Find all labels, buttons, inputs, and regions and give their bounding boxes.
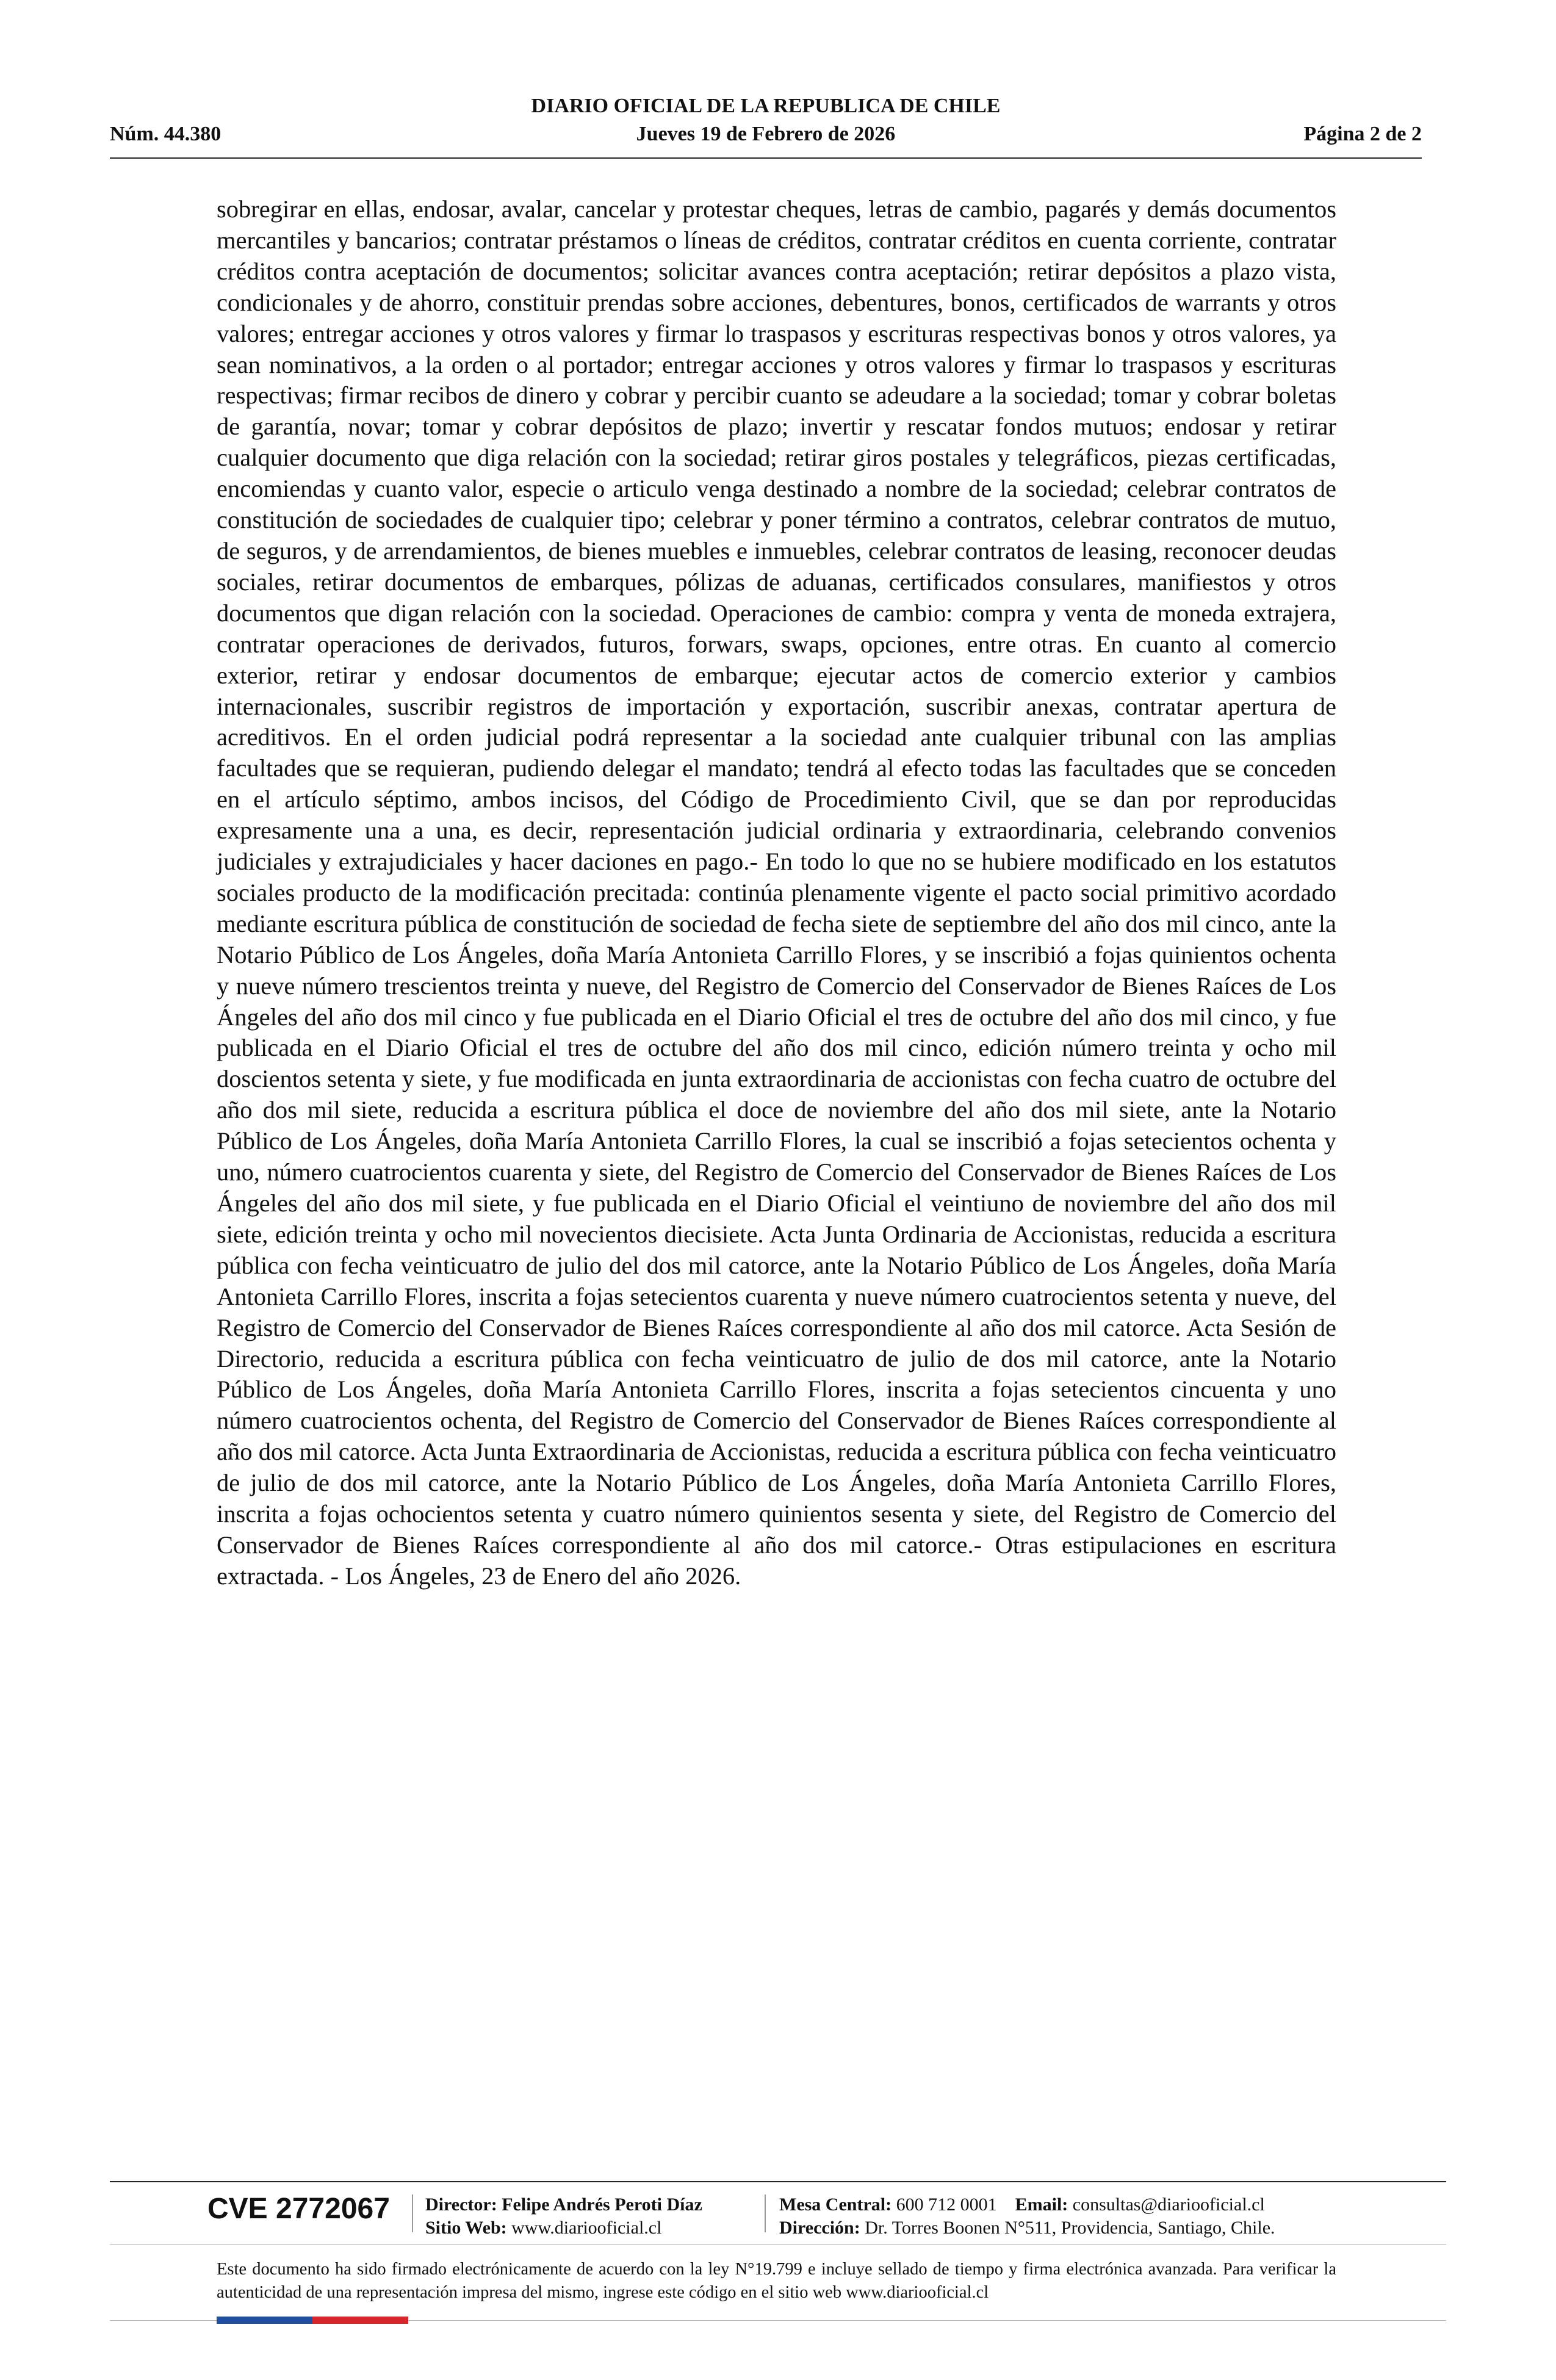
director-info <box>425 2193 702 2216</box>
address-value: Dr. Torres Boonen N°511, Providencia, Santiago, Chile. <box>865 2218 1275 2238</box>
footer-divider-top <box>110 2181 1446 2182</box>
document-body: sobregirar en ellas, endosar, avalar, cancelar y protestar cheques, letras de cambio, pagarés y demás documentos mercantiles y bancarios; contratar préstamos o líneas de créditos, contratar créditos en cuenta corriente, contratar créditos contra aceptación de documentos; solicitar avances contra aceptación; retirar depósitos a plazo vista, condicionales y de ahorro, constituir prendas sobre acciones, debentures, bonos, certificados de warrants y otros valores; entregar acciones y otros valores y firmar lo traspasos y escrituras respectivas bonos y otros valores, ya sean nominativos, a la orden o al portador; entregar acciones y otros valores y firmar lo traspasos y escrituras respectivas; firmar recibos de dinero y cobrar y percibir cuanto se adeudare a la sociedad; tomar y cobrar boletas de garantía, novar; tomar y cobrar depósitos de plazo; invertir y rescatar fondos mutuos; endosar y retirar cualquier documento que diga relación con la sociedad; retirar giros postales y telegráficos, piezas certificadas, encomiendas y cuanto valor, especie o articulo venga destinado a nombre de la sociedad; celebrar contratos de constitución de sociedades de cualquier tipo; celebrar y poner término a contratos, celebrar contratos de mutuo, de seguros, y de arrendamientos, de bienes muebles e inmuebles, celebrar contratos de leasing, reconocer deudas sociales, retirar documentos de embarques, pólizas de aduanas, certificados consulares, manifiestos y otros documentos que digan relación con la sociedad. Operaciones de cambio: compra y venta de moneda extrajera, contratar operaciones de derivados, futuros, forwars, swaps, opciones, entre otras. En cuanto al comercio exterior, retirar y endosar documentos de embarque; ejecutar actos de comercio exterior y cambios internacionales, suscribir registros de importación y exportación, suscribir anexas, contratar apertura de acreditivos. En el orden judicial podrá representar a la sociedad ante cualquier tribunal con las amplias facultades que se requieran, pudiendo delegar el mandato; tendrá al efecto todas las facultades que se conceden en el artículo séptimo, ambos incisos, del Código de Procedimiento Civil, que se dan por reproducidas expresamente una a una, es decir, representación judicial ordinaria y extraordinaria, celebrando convenios judiciales y extrajudiciales y hacer daciones en pago.- En todo lo que no se hubiere modificado en los estatutos sociales producto de la modificación precitada: continúa plenamente vigente el pacto social primitivo acordado mediante escritura pública de constitución de sociedad de fecha siete de septiembre del año dos mil cinco, ante la Notario Público de Los Ángeles, doña María Antonieta Carrillo Flores, y se inscribió a fojas quinientos ochenta y nueve número trescientos treinta y nueve, del Registro de Comercio del Conservador de Bienes Raíces de Los Ángeles del año dos mil cinco y fue publicada en el Diario Oficial el tres de octubre del año dos mil cinco, y fue publicada en el Diario Oficial el tres de octubre del año dos mil cinco, edición número treinta y ocho mil doscientos setenta y siete, y fue modificada en junta extraordinaria de accionistas con fecha cuatro de octubre del año dos mil siete, reducida a escritura pública el doce de noviembre del año dos mil siete, ante la Notario Público de Los Ángeles, doña María Antonieta Carrillo Flores, la cual se inscribió a fojas setecientos ochenta y uno, número cuatrocientos cuarenta y siete, del Registro de Comercio del Conservador de Bienes Raíces de Los Ángeles del año dos mil siete, y fue publicada en el Diario Oficial el veintiuno de noviembre del año dos mil siete, edición treinta y ocho mil novecientos diecisiete. Acta Junta Ordinaria de Accionistas, reducida a escritura pública con fecha veinticuatro de julio del dos mil catorce, ante la Notario Público de Los Ángeles, doña María Antonieta Carrillo Flores, inscrita a fojas setecientos cuarenta y nueve número cuatrocientos setenta y nueve, del Registro de Comercio del Conservador de Bienes Raíces correspondiente al año dos mil catorce. Acta Sesión de Directorio, reducida a escritura pública con fecha veinticuatro de julio de dos mil catorce, ante la Notario Público de Los Ángeles, doña María Antonieta Carrillo Flores, inscrita a fojas setecientos cincuenta y uno número cuatrocientos ochenta, del Registro de Comercio del Conservador de Bienes Raíces correspondiente al año dos mil catorce. Acta Junta Extraordinaria de Accionistas, reducida a escritura pública con fecha veinticuatro de julio de dos mil catorce, ante la Notario Público de Los Ángeles, doña María Antonieta Carrillo Flores, inscrita a fojas ochocientos setenta y cuatro número quinientos sesenta y siete, del Registro de Comercio del Conservador de Bienes Raíces correspondiente al año dos mil catorce.- Otras estipulaciones en escritura extractada. - Los Ángeles, 23 de Enero del año 2026. <box>217 195 1336 1590</box>
flag-stripe <box>217 2317 408 2324</box>
page-indicator: Página 2 de 2 <box>1303 123 1422 145</box>
contact-info <box>779 2193 1265 2216</box>
address-label: Dirección: <box>779 2218 860 2238</box>
signature-disclaimer: Este documento ha sido firmado electrónicamente de acuerdo con la ley N°19.799 e incluye sellado de tiempo y firma electrónica avanzada. Para verificar la autenticidad de una representación impresa del mismo, ingrese este código en el sitio web www.diariooficial.cl <box>217 2260 1336 2302</box>
publication-title: DIARIO OFICIAL DE LA REPUBLICA DE CHILE <box>531 95 1001 117</box>
issue-number: Núm. 44.380 <box>110 123 222 145</box>
cve-code: CVE 2772067 <box>207 2193 390 2225</box>
issue-date: Jueves 19 de Febrero de 2026 <box>636 123 896 145</box>
website-link[interactable]: www.diariooficial.cl <box>511 2218 662 2238</box>
email-label: Email: <box>1015 2194 1068 2215</box>
address-info <box>779 2216 1275 2240</box>
website-info <box>425 2216 661 2240</box>
footer-separator <box>412 2194 413 2232</box>
flag-blue-segment <box>217 2317 312 2324</box>
page-header <box>110 95 1422 162</box>
footer-separator <box>765 2194 766 2232</box>
flag-red-segment <box>312 2317 408 2324</box>
header-divider <box>110 157 1422 159</box>
director-name: Felipe Andrés Peroti Díaz <box>502 2194 702 2215</box>
email-link[interactable]: consultas@diariooficial.cl <box>1072 2194 1265 2215</box>
director-label: Director: <box>425 2194 497 2215</box>
website-label: Sitio Web: <box>425 2218 507 2238</box>
phone-label: Mesa Central: <box>779 2194 892 2215</box>
phone-value: 600 712 0001 <box>896 2194 997 2215</box>
